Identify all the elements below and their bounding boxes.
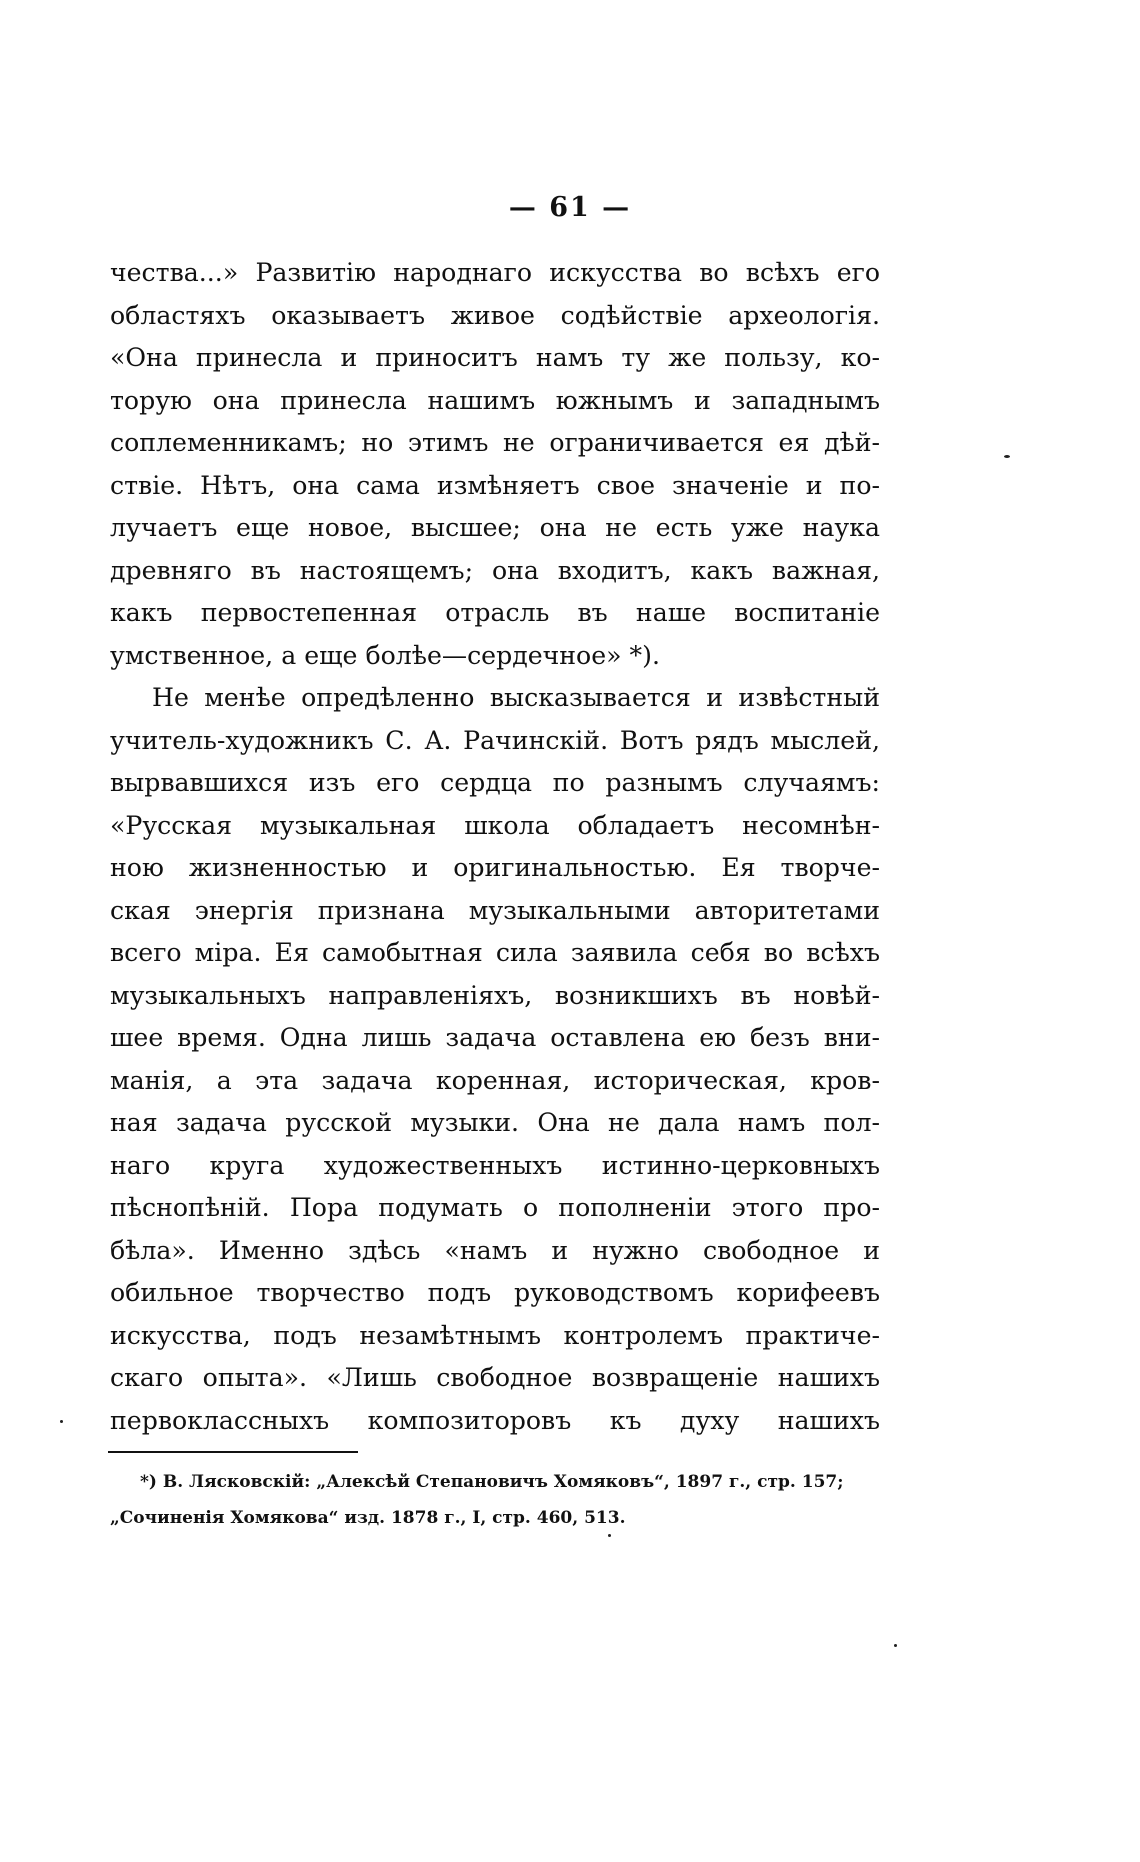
scan-speck xyxy=(60,1420,63,1423)
text-line: наго круга художественныхъ истинно-церковныхъ xyxy=(110,1150,880,1180)
text-line: вырвавшихся изъ его сердца по разнымъ случаямъ: xyxy=(110,768,880,797)
text-line: обильное творчество подъ руководствомъ корифеевъ xyxy=(110,1278,880,1307)
text-line: Не менѣе опредѣленно высказывается и извѣстный xyxy=(152,683,880,712)
text-line: соплеменникамъ; но этимъ не ограничивается ея дѣй- xyxy=(110,428,880,457)
text-line: пѣснопѣній. Пора подумать о пополненіи этого про- xyxy=(110,1193,880,1222)
text-line: торую она принесла нашимъ южнымъ и западнымъ xyxy=(110,385,880,415)
text-line: шее время. Одна лишь задача оставлена ею безъ вни- xyxy=(110,1023,880,1052)
text-line: лучаетъ еще новое, высшее; она не есть уже наука xyxy=(110,513,880,542)
footnotes xyxy=(110,1464,880,1536)
page-number: — 61 — xyxy=(508,192,632,223)
text-line: манія, а эта задача коренная, историческая, кров- xyxy=(110,1065,880,1095)
scan-speck xyxy=(894,1644,897,1647)
text-line: ская энергія признана музыкальными авторитетами xyxy=(110,895,880,925)
footnote-line: „Сочиненія Хомякова“ изд. 1878 г., I, стр. 460, 513. xyxy=(110,1508,626,1528)
text-line: древняго въ настоящемъ; она входитъ, какъ важная, xyxy=(110,555,880,585)
footnote-divider xyxy=(108,1451,358,1453)
body-text xyxy=(110,252,880,1442)
text-line: искусства, подъ незамѣтнымъ контролемъ практиче- xyxy=(110,1320,880,1350)
text-line: бѣла». Именно здѣсь «намъ и нужно свободное и xyxy=(110,1235,880,1265)
text-line: какъ первостепенная отрасль въ наше воспитаніе xyxy=(110,598,880,627)
text-line: ная задача русской музыки. Она не дала намъ пол- xyxy=(110,1108,880,1137)
text-line: всего міра. Ея самобытная сила заявила себя во всѣхъ xyxy=(110,938,880,967)
text-line: музыкальныхъ направленіяхъ, возникшихъ въ новѣй- xyxy=(110,980,880,1010)
text-line: ствіе. Нѣтъ, она сама измѣняетъ свое значеніе и по- xyxy=(110,470,880,500)
scan-speck xyxy=(1004,455,1010,458)
text-line: первоклассныхъ композиторовъ къ духу нашихъ xyxy=(110,1405,880,1435)
text-line: «Русская музыкальная школа обладаетъ несомнѣн- xyxy=(110,810,880,840)
scan-speck xyxy=(608,1534,611,1537)
text-line: ною жизненностью и оригинальностью. Ея творче- xyxy=(110,853,880,882)
text-line: скаго опыта». «Лишь свободное возвращеніе нашихъ xyxy=(110,1363,880,1392)
text-line: чества...» Развитію народнаго искусства во всѣхъ его xyxy=(110,258,880,287)
footnote-line: *) В. Лясковскій: „Алексѣй Степановичъ Хомяковъ“, 1897 г., стр. 157; xyxy=(140,1472,844,1492)
text-line: областяхъ оказываетъ живое содѣйствіе археологія. xyxy=(110,300,880,330)
text-line: умственное, а еще болѣе—сердечное» *). xyxy=(110,640,660,670)
text-line: «Она принесла и приноситъ намъ ту же пользу, ко- xyxy=(110,343,880,372)
text-line: учитель-художникъ С. А. Рачинскій. Вотъ рядъ мыслей, xyxy=(110,725,880,755)
